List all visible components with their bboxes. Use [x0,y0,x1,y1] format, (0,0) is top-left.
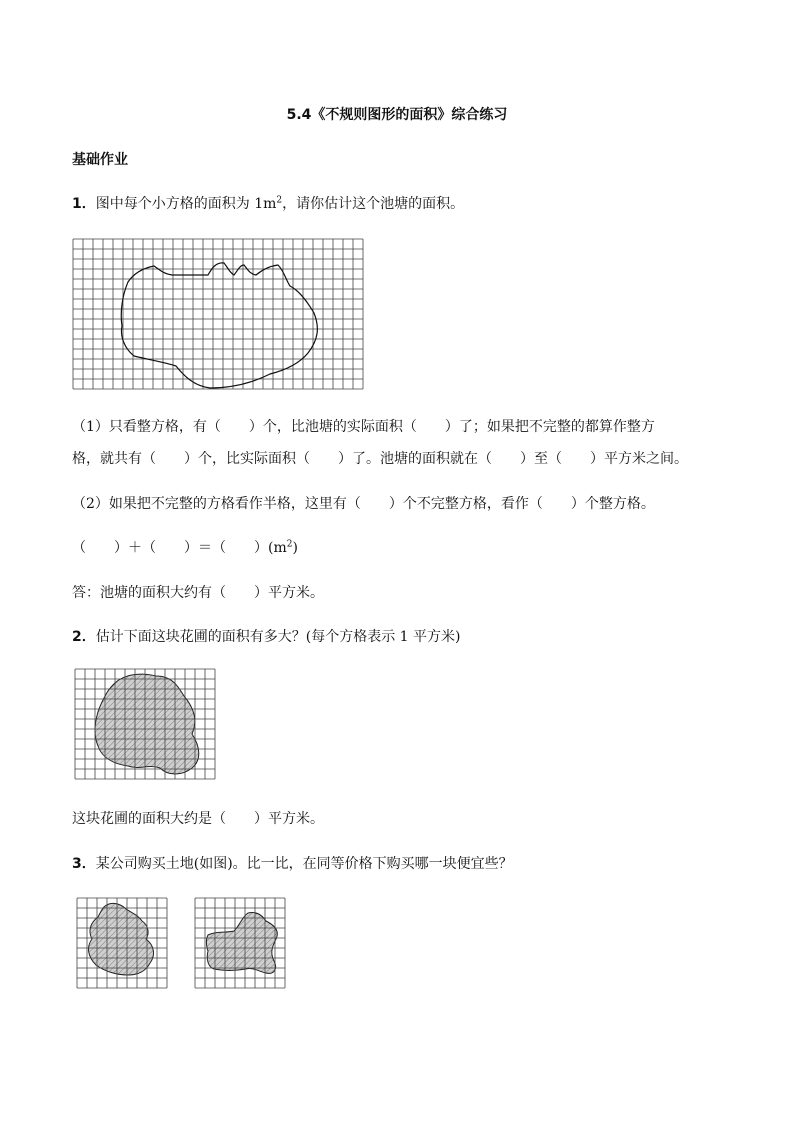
land-plot-b-shape [207,912,278,973]
question-1-part-1-line-1: （1）只看整方格，有（ ）个，比池塘的实际面积（ ）了；如果把不完整的都算作整方 [72,419,655,435]
equation-main: （ ）＋（ ）＝（ ）(m [72,540,287,556]
question-1-part-2-line: （2）如果把不完整的方格看作半格，这里有（ ）个不完整方格，看作（ ）个整方格。 [72,496,655,512]
question-3-number: 3． [72,856,96,872]
unit-superscript: 2 [276,195,283,206]
land-plot-b-figure [194,897,288,983]
question-1-text-b: ，请你估计这个池塘的面积。 [282,196,465,212]
question-2-answer: 这块花圃的面积大约是（ ）平方米。 [72,811,324,827]
question-1-text-a: 图中每个小方格的面积为 1m [95,196,277,212]
equation-end: ) [292,540,298,556]
pond-grid [73,239,363,389]
question-1-number: 1． [72,196,96,212]
question-1-part-1-line-2: 格，就共有（ ）个，比实际面积（ ）了。池塘的面积就在（ ）至（ ）平方米之间。 [72,451,688,467]
page-title: 5.4《不规则图形的面积》综合练习 [286,107,508,123]
flowerbed-grid-figure [74,668,216,782]
question-1-equation [72,537,298,557]
question-3-prompt [72,853,513,873]
question-1-prompt [72,193,464,213]
land-plot-a-figure [76,897,170,983]
question-3-text: 某公司购买土地(如图)。比一比，在同等价格下购买哪一块便宜些？ [95,856,513,872]
question-2-number: 2． [72,629,96,645]
question-2-text: 估计下面这块花圃的面积有多大？(每个方格表示 1 平方米) [95,629,461,645]
question-1-answer: 答：池塘的面积大约有（ ）平方米。 [72,585,324,601]
pond-grid-figure [72,238,366,390]
land-plot-a-shape [89,903,154,975]
section-heading: 基础作业 [72,152,128,168]
equation-superscript: 2 [286,539,293,550]
question-2-prompt [72,626,460,646]
